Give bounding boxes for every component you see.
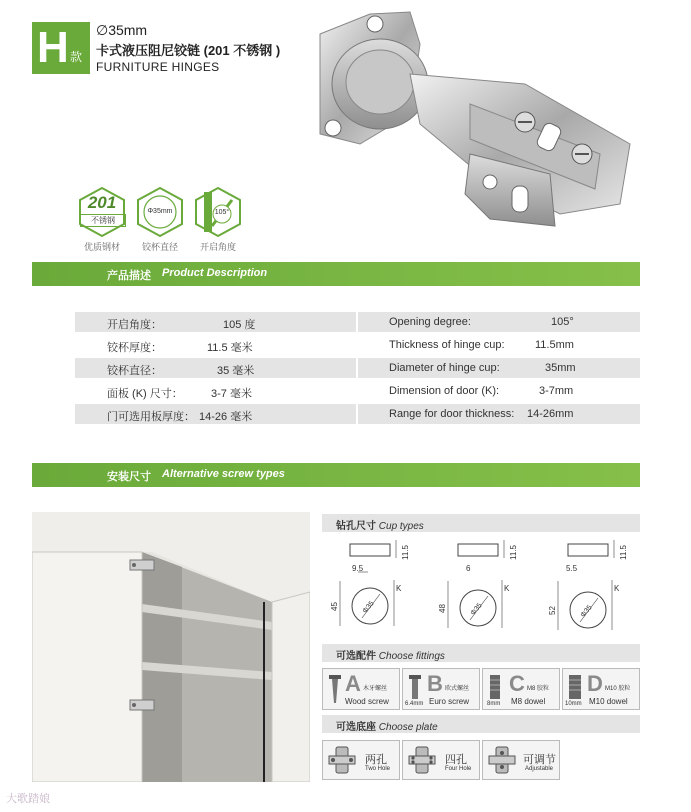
model-suffix: 款	[70, 50, 83, 64]
spec-en-value: 11.5mm	[535, 339, 574, 351]
adjustable-plate-icon	[487, 745, 517, 775]
cup-height: 11.5	[618, 545, 628, 560]
spec-cn-value: 11.5 毫米	[207, 342, 253, 354]
cup-offset: 6	[466, 564, 471, 573]
spec-cn-label: 铰杯直径：	[107, 365, 162, 377]
cup-distance: 48	[437, 604, 447, 613]
plate-cn: 两孔	[365, 754, 387, 766]
plate-en: Adjustable	[525, 766, 554, 772]
spec-en-value: 105°	[551, 316, 574, 328]
fitting-letter: D	[587, 671, 603, 696]
product-description-title-cn: 产品描述	[107, 270, 151, 282]
fitting-wood-screw	[322, 668, 400, 710]
cup-distance: 52	[547, 606, 557, 615]
fitting-letter: C	[509, 671, 525, 696]
cup-k: K	[614, 584, 620, 593]
cup-k: K	[504, 584, 510, 593]
fitting-letter: B	[427, 671, 443, 696]
cup-types-title-cn: 钻孔尺寸	[336, 521, 376, 532]
fitting-letter: A	[345, 671, 361, 696]
hinge-photo	[300, 4, 645, 229]
cup-distance: 45	[329, 602, 339, 611]
cup-offset: 5.5	[566, 564, 578, 573]
product-title-en: FURNITURE HINGES	[96, 60, 220, 74]
spec-cn-value: 3-7 毫米	[211, 388, 252, 400]
fitting-cn: 木牙螺丝	[363, 686, 388, 692]
fitting-note: 10mm	[565, 701, 582, 707]
plates-header	[322, 715, 640, 733]
feature-angle-label: 开启角度	[199, 242, 236, 252]
cup-types-title-en: Cup types	[378, 521, 424, 532]
m8-dowel-icon	[487, 675, 503, 699]
plate-en: Two Hole	[365, 766, 391, 772]
product-title-cn: 卡式液压阻尼铰链 (201 不锈钢 )	[96, 43, 281, 58]
install-title-cn: 安装尺寸	[107, 471, 151, 483]
spec-cn-label: 门可选用板厚度：	[107, 411, 195, 423]
fitting-name: M10 dowel	[589, 697, 628, 706]
cup-offset: 9.5	[352, 564, 364, 573]
fitting-m10-dowel	[562, 668, 640, 710]
spec-cn-value: 105 度	[223, 319, 256, 331]
cup-diameter: Φ35	[361, 600, 376, 615]
cup-k: K	[396, 584, 402, 593]
cup-types-diagram	[322, 536, 640, 644]
fitting-euro-screw	[402, 668, 480, 710]
plates-title-cn: 可选底座	[336, 722, 376, 733]
fitting-cn: M10 胶粒	[605, 686, 631, 692]
fittings-title-en: Choose fittings	[378, 651, 445, 662]
fitting-cn: 欧式螺丝	[445, 686, 470, 692]
product-description-bar	[32, 262, 640, 286]
feature-steel-badge: 201	[87, 193, 117, 212]
spec-en-value: 14-26mm	[527, 408, 574, 420]
m10-dowel-icon	[567, 675, 583, 699]
fittings-title-cn: 可选配件	[336, 651, 376, 662]
fitting-note: 8mm	[487, 701, 501, 707]
plates-title-en: Choose plate	[378, 722, 438, 733]
plate-cn: 四孔	[445, 754, 467, 766]
plate-cn: 可调节	[523, 754, 556, 766]
cup-diameter: Φ35	[469, 602, 484, 617]
spec-en-value: 3-7mm	[539, 385, 574, 397]
install-title-en: Alternative screw types	[162, 468, 285, 480]
spec-en-label: Range for door thickness:	[389, 408, 515, 420]
cup-diameter: Φ35	[579, 604, 594, 619]
cup-types-header	[322, 514, 640, 532]
plate-adjustable	[482, 740, 560, 780]
feature-angle-badge: 105°	[214, 209, 230, 216]
cabinet-illustration	[32, 512, 310, 782]
spec-cn-label: 铰杯厚度：	[107, 342, 162, 354]
plate-two-hole	[322, 740, 400, 780]
four-hole-plate-icon	[407, 745, 437, 775]
feature-steel-sub: 不锈钢	[80, 214, 126, 227]
feature-steel-label: 优质钢材	[83, 242, 120, 252]
spec-en-value: 35mm	[545, 362, 576, 374]
two-hole-plate-icon	[327, 745, 357, 775]
fitting-name: M8 dowel	[511, 697, 546, 706]
fitting-name: Wood screw	[345, 697, 389, 706]
install-section-bar	[32, 463, 640, 487]
model-badge	[32, 22, 90, 74]
spec-en-label: Opening degree:	[389, 316, 471, 328]
spec-cn-value: 35 毫米	[217, 365, 255, 377]
spec-cn-label: 面板 (K) 尺寸：	[107, 388, 183, 400]
euro-screw-icon	[407, 675, 423, 699]
cup-height: 11.5	[508, 545, 518, 560]
feature-diameter-badge: Φ35mm	[147, 208, 173, 215]
fittings-header	[322, 644, 640, 662]
spec-cn-value: 14-26 毫米	[199, 411, 253, 423]
feature-diameter-label: 铰杯直径	[141, 242, 178, 252]
spec-en-label: Dimension of door (K):	[389, 385, 500, 397]
spec-en-label: Diameter of hinge cup:	[389, 362, 500, 374]
spec-cn-label: 开启角度：	[107, 319, 162, 331]
cup-size: ∅35mm	[96, 22, 148, 38]
plate-en: Four Hole	[445, 766, 472, 772]
wood-screw-icon	[327, 675, 343, 705]
product-description-title-en: Product Description	[162, 267, 268, 279]
fitting-name: Euro screw	[429, 697, 470, 706]
model-letter: H	[37, 23, 69, 72]
watermark: 大歌踏娘	[6, 793, 50, 805]
spec-column-divider	[356, 312, 358, 424]
fitting-m8-dowel	[482, 668, 560, 710]
spec-en-label: Thickness of hinge cup:	[389, 339, 505, 351]
cup-height: 11.5	[400, 545, 410, 560]
fitting-cn: M8 胶粒	[527, 686, 550, 692]
fitting-note: 6.4mm	[405, 701, 424, 707]
plate-four-hole	[402, 740, 480, 780]
